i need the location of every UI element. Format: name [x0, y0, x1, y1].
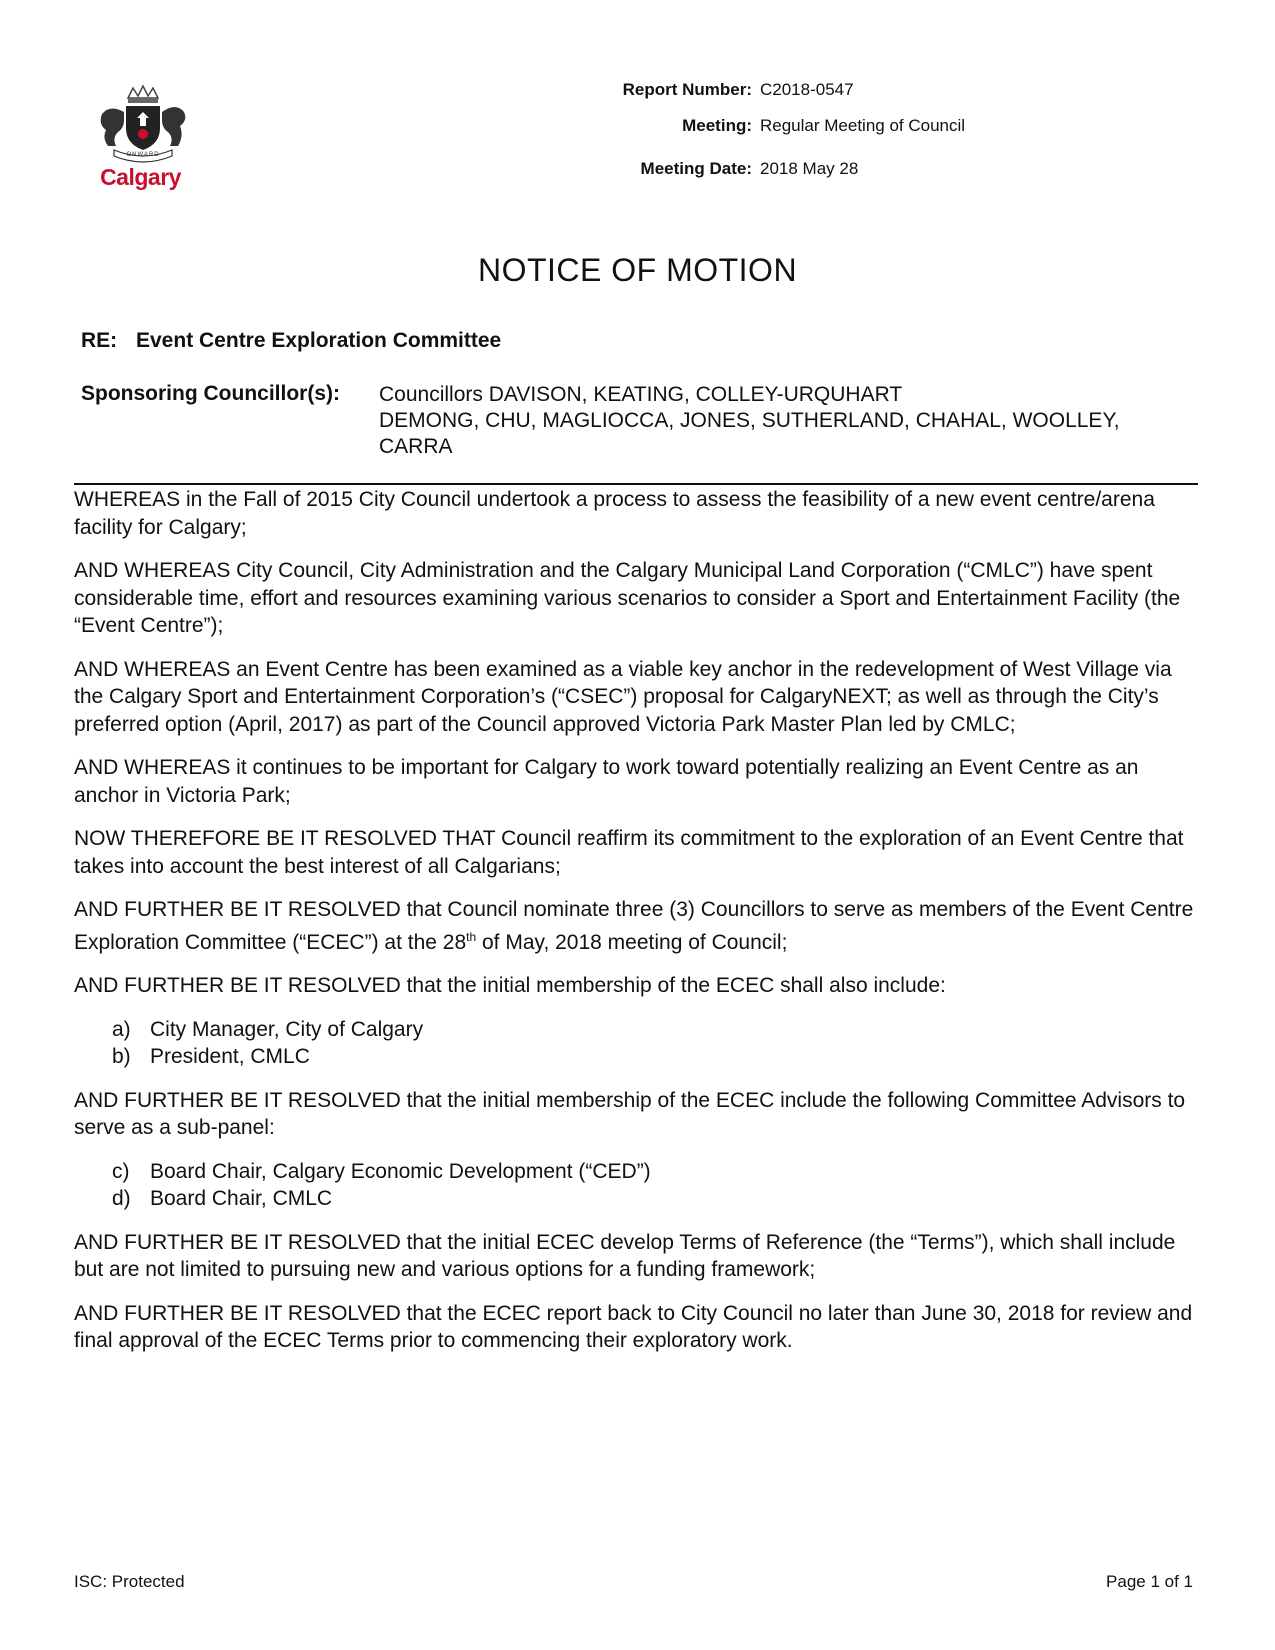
re-value: Event Centre Exploration Committee: [136, 329, 502, 352]
paragraph-resolved-1: NOW THEREFORE BE IT RESOLVED THAT Council reaffirm its commitment to the exploration of an Event Centre that takes into account the best interest of all Calgarians;: [74, 827, 1184, 878]
paragraph-whereas-2: AND WHEREAS City Council, City Administration and the Calgary Municipal Land Corporation (“CMLC”) have spent considerable time, effort and resources examining various scenarios to consider a Sport and Entertainment Facility (the “Event Centre”);: [74, 559, 1181, 637]
meeting-date: 2018 May 28: [760, 159, 859, 178]
list-item: [74, 1158, 1204, 1186]
list-item-text: Board Chair, CMLC: [150, 1187, 333, 1210]
advisors-list: [74, 1158, 1204, 1213]
meeting-value: Regular Meeting of Council: [760, 116, 966, 135]
document-title: NOTICE OF MOTION: [477, 252, 798, 288]
membership-list: [74, 1016, 1204, 1071]
list-marker: c): [112, 1159, 130, 1183]
meeting-label: Meeting:: [682, 116, 752, 135]
sponsors-label: Sponsoring Councillor(s):: [81, 382, 340, 405]
horizontal-rule: [74, 483, 1198, 485]
security-classification: ISC: Protected: [74, 1572, 185, 1591]
re-line: [81, 329, 501, 353]
meeting-date-label: Meeting Date:: [640, 159, 752, 178]
list-item-text: President, CMLC: [150, 1045, 310, 1068]
sponsors-line-3: CARRA: [379, 435, 453, 458]
list-item: [74, 1185, 1204, 1213]
list-item: [74, 1016, 1204, 1044]
paragraph-whereas-3: AND WHEREAS an Event Centre has been examined as a viable key anchor in the redevelopment of West Village via the Calgary Sport and Entertainment Corporation’s (“CSEC”) proposal for CalgaryNEXT; as well as through the City’s preferred option (April, 2017) as part of the Council approved Victoria Park Master Plan led by CMLC;: [74, 657, 1172, 736]
sponsors-list: [379, 382, 1209, 460]
list-item-text: City Manager, City of Calgary: [150, 1017, 424, 1041]
re-label: RE:: [81, 329, 118, 352]
paragraph-whereas-1: WHEREAS in the Fall of 2015 City Council undertook a process to assess the feasibility of a new event centre/arena facility for Calgary;: [74, 488, 1155, 539]
list-marker: b): [112, 1045, 131, 1068]
paragraph-resolved-4: AND FURTHER BE IT RESOLVED that the initial membership of the ECEC include the following Committee Advisors to serve as a sub-panel:: [74, 1088, 1186, 1139]
paragraph-resolved-5: AND FURTHER BE IT RESOLVED that the initial ECEC develop Terms of Reference (the “Terms”), which shall include but are not limited to pursuing new and various options for a funding framework;: [74, 1230, 1176, 1281]
sponsors-line-2: DEMONG, CHU, MAGLIOCCA, JONES, SUTHERLAND, CHAHAL, WOOLLEY,: [379, 409, 1120, 432]
ordinal-suffix: th: [466, 929, 477, 944]
page-number: Page 1 of 1: [1106, 1572, 1193, 1591]
paragraph-resolved-6: AND FURTHER BE IT RESOLVED that the ECEC report back to City Council no later than June 30, 2018 for review and final approval of the ECEC Terms prior to commencing their exploratory work.: [74, 1301, 1193, 1352]
paragraph-resolved-2-end: of May, 2018 meeting of Council;: [476, 930, 788, 954]
motion-body: [74, 486, 1204, 1371]
report-number-label: Report Number:: [622, 80, 752, 99]
list-marker: a): [112, 1017, 131, 1041]
paragraph-whereas-4: AND WHEREAS it continues to be important for Calgary to work toward potentially realizing an Event Centre as an anchor in Victoria Park;: [74, 756, 1139, 807]
list-marker: d): [112, 1187, 131, 1210]
paragraph-resolved-2: [74, 896, 1204, 956]
paragraph-resolved-2-start: AND FURTHER BE IT RESOLVED that Council nominate three (3) Councillors to serve as members of the Event Centre Exploration Committee (“ECEC”) at the 28: [74, 898, 1194, 954]
sponsors-line-1: Councillors DAVISON, KEATING, COLLEY-URQUHART: [379, 383, 903, 406]
list-item: [74, 1043, 1204, 1071]
paragraph-resolved-3: AND FURTHER BE IT RESOLVED that the initial membership of the ECEC shall also include:: [74, 974, 946, 997]
report-number: C2018-0547: [760, 80, 854, 99]
list-item-text: Board Chair, Calgary Economic Development (“CED”): [150, 1159, 651, 1183]
logo-motto: ONWARD: [126, 152, 160, 158]
logo-wordmark: Calgary: [100, 164, 181, 190]
